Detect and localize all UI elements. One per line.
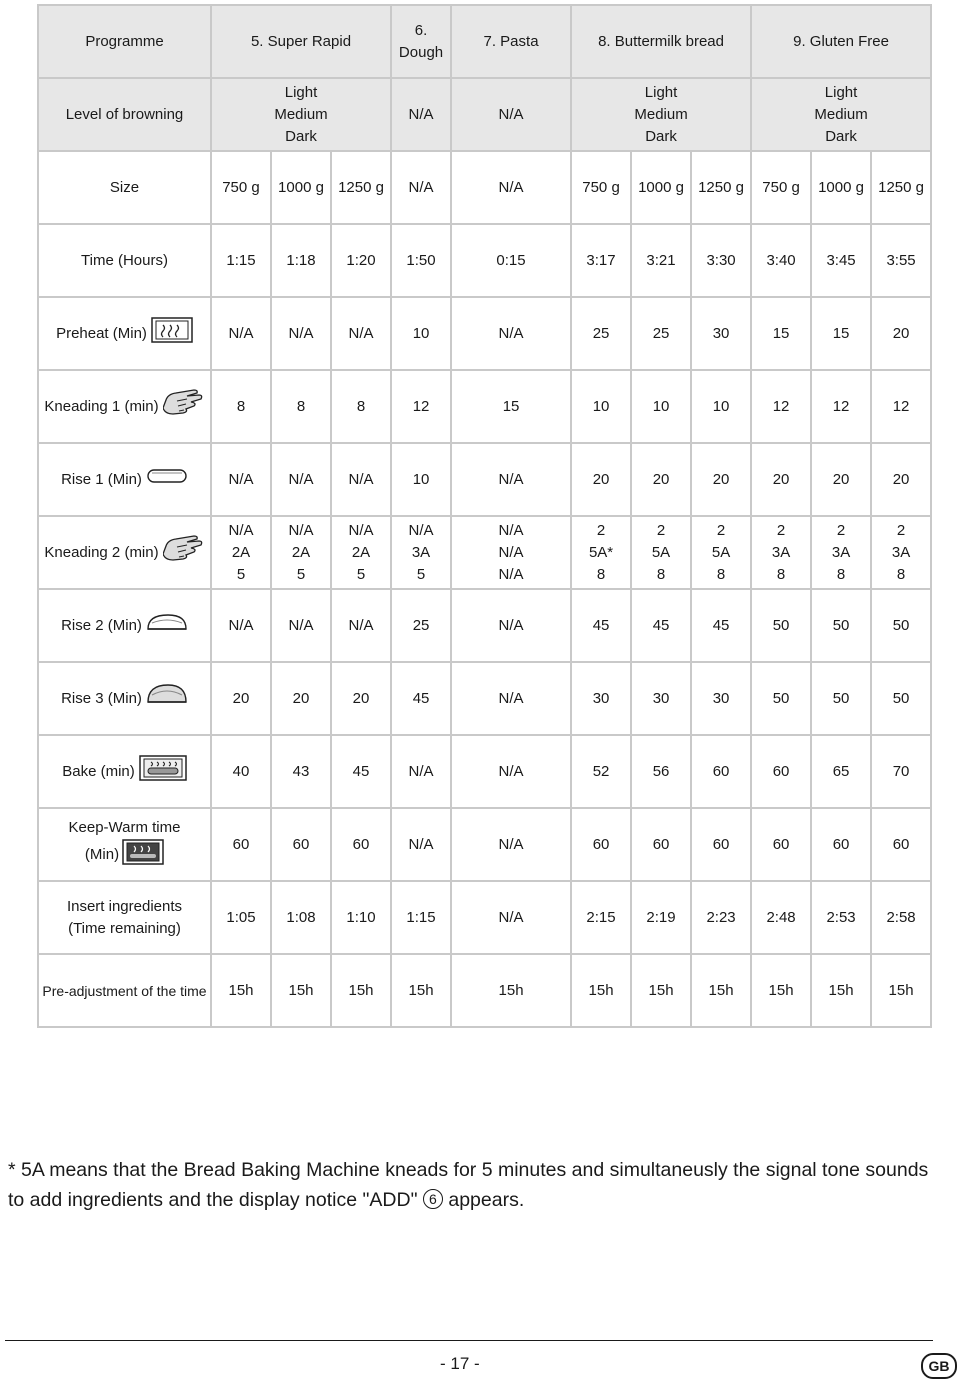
table-cell: 2:53 xyxy=(811,881,871,954)
table-cell: 1:18 xyxy=(271,224,331,297)
table-row xyxy=(38,735,931,808)
table-cell: 1:15 xyxy=(391,881,451,954)
cell-line: 5 xyxy=(236,565,246,583)
table-cell: 1:10 xyxy=(331,881,391,954)
row-label xyxy=(38,297,211,370)
table-row xyxy=(38,662,931,735)
browning-option: Light xyxy=(644,83,678,101)
table-cell: 15h xyxy=(871,954,931,1027)
table-row xyxy=(38,954,931,1027)
table-row xyxy=(38,443,931,516)
table-cell: 10 xyxy=(391,297,451,370)
row-label-text: Size xyxy=(109,178,140,196)
cell-line: 8 xyxy=(716,565,726,583)
table-cell: 1250 g xyxy=(331,151,391,224)
kneading-hand-icon xyxy=(163,388,205,425)
table-cell-pasta: N/A xyxy=(451,735,571,808)
table-cell: 20 xyxy=(331,662,391,735)
cell-line: 5 xyxy=(296,565,306,583)
footer-divider xyxy=(5,1340,933,1341)
table-cell xyxy=(691,516,751,589)
row-label-text: Rise 2 (Min) xyxy=(61,616,142,634)
table-cell: N/A xyxy=(211,443,271,516)
table-cell: 60 xyxy=(871,808,931,881)
table-cell xyxy=(571,516,631,589)
browning-option: Light xyxy=(824,83,858,101)
row-label-wrap xyxy=(56,317,193,350)
browning-buttermilk xyxy=(571,78,751,151)
browning-super-rapid xyxy=(211,78,391,151)
cell-line: 5A xyxy=(651,543,671,561)
row-label-wrap xyxy=(61,611,188,640)
table-cell: 15h xyxy=(391,954,451,1027)
row-label xyxy=(38,808,211,881)
table-cell: 20 xyxy=(271,662,331,735)
table-cell: 1:08 xyxy=(271,881,331,954)
row-label-line: Keep-Warm time xyxy=(68,819,181,836)
table-cell: 43 xyxy=(271,735,331,808)
table-cell: N/A xyxy=(211,297,271,370)
table-cell-pasta: N/A xyxy=(451,589,571,662)
cell-line: 8 xyxy=(656,565,666,583)
table-cell: 12 xyxy=(391,370,451,443)
table-cell: 1250 g xyxy=(871,151,931,224)
row-label-wrap xyxy=(44,388,204,425)
language-badge: GB xyxy=(921,1353,957,1379)
programme-buttermilk-bread: 8. Buttermilk bread xyxy=(571,5,751,78)
table-cell: 3:30 xyxy=(691,224,751,297)
cell-line: 3A xyxy=(831,543,851,561)
programme-super-rapid: 5. Super Rapid xyxy=(211,5,391,78)
row-label xyxy=(38,735,211,808)
table-cell: 45 xyxy=(571,589,631,662)
table-cell xyxy=(871,516,931,589)
cell-line: 2A xyxy=(231,543,251,561)
table-cell: 30 xyxy=(631,662,691,735)
table-cell: 20 xyxy=(571,443,631,516)
table-cell: 2:58 xyxy=(871,881,931,954)
table-cell: 2:19 xyxy=(631,881,691,954)
row-label xyxy=(38,151,211,224)
row-label-text: Kneading 1 (min) xyxy=(44,397,159,415)
table-cell: 60 xyxy=(271,808,331,881)
table-cell: 20 xyxy=(631,443,691,516)
table-cell: 8 xyxy=(271,370,331,443)
table-cell xyxy=(331,516,391,589)
table-cell: 20 xyxy=(751,443,811,516)
table-cell: 25 xyxy=(571,297,631,370)
browning-pasta: N/A xyxy=(451,78,571,151)
table-cell: 30 xyxy=(691,662,751,735)
cell-line: 8 xyxy=(596,565,606,583)
row-label-wrap xyxy=(69,817,181,872)
footnote xyxy=(8,1155,938,1215)
cell-line: 5A* xyxy=(588,543,614,561)
row-label xyxy=(38,370,211,443)
row-label-stack xyxy=(67,896,182,940)
programme-pasta: 7. Pasta xyxy=(451,5,571,78)
row-label-line: Insert ingredients xyxy=(66,897,183,915)
table-cell xyxy=(271,516,331,589)
table-cell: 25 xyxy=(631,297,691,370)
table-cell-pasta: N/A xyxy=(451,443,571,516)
table-cell: 45 xyxy=(691,589,751,662)
table-cell: 60 xyxy=(691,735,751,808)
browning-label: Level of browning xyxy=(38,78,211,151)
table-cell: 60 xyxy=(751,735,811,808)
table-cell: 8 xyxy=(211,370,271,443)
cell-line: 8 xyxy=(776,565,786,583)
cell-line: 3A xyxy=(411,543,431,561)
table-cell xyxy=(811,516,871,589)
row-label-wrap xyxy=(110,177,139,199)
page-number: - 17 - xyxy=(440,1354,480,1373)
table-cell: 15h xyxy=(571,954,631,1027)
table-cell-pasta: N/A xyxy=(451,881,571,954)
table-cell: 60 xyxy=(631,808,691,881)
cell-line: 8 xyxy=(836,565,846,583)
table-cell xyxy=(751,516,811,589)
table-cell: 65 xyxy=(811,735,871,808)
table-row xyxy=(38,589,931,662)
row-label-wrap xyxy=(62,755,187,788)
table-cell: 50 xyxy=(871,662,931,735)
rise-3-dough-icon xyxy=(146,683,188,714)
cell-line: 5 xyxy=(416,565,426,583)
cell-line: 2 xyxy=(836,521,846,539)
table-cell: 3:40 xyxy=(751,224,811,297)
cell-line: 2 xyxy=(596,521,606,539)
browning-row xyxy=(38,78,931,151)
row-label xyxy=(38,881,211,954)
table-cell: N/A xyxy=(271,589,331,662)
table-cell-pasta xyxy=(451,516,571,589)
cell-line: N/A xyxy=(498,565,524,583)
table-cell: 45 xyxy=(631,589,691,662)
table-cell: N/A xyxy=(271,443,331,516)
table-cell: 750 g xyxy=(571,151,631,224)
table-row xyxy=(38,881,931,954)
table-cell-pasta: N/A xyxy=(451,808,571,881)
table-cell: 750 g xyxy=(211,151,271,224)
cell-line: 3A xyxy=(771,543,791,561)
table-cell: 750 g xyxy=(751,151,811,224)
footnote-text: * 5A means that the Bread Baking Machine kneads for 5 minutes and simultaneusly the signal tone sounds to add ingredients and the display notice "ADD" xyxy=(8,1159,929,1211)
browning-option: Dark xyxy=(285,127,317,145)
keep-warm-icon xyxy=(122,839,164,872)
table-cell: 2:48 xyxy=(751,881,811,954)
cell-line: 2 xyxy=(716,521,726,539)
row-label-text: Bake (min) xyxy=(62,762,135,780)
table-cell: 50 xyxy=(811,662,871,735)
cell-line: 2 xyxy=(656,521,666,539)
table-cell: 15 xyxy=(751,297,811,370)
table-cell: 40 xyxy=(211,735,271,808)
cell-line: 3A xyxy=(891,543,911,561)
row-label-wrap xyxy=(81,250,168,272)
table-cell: 20 xyxy=(811,443,871,516)
table-cell: 15 xyxy=(811,297,871,370)
table-cell xyxy=(631,516,691,589)
rise-1-dough-icon xyxy=(146,466,188,493)
table-cell: 10 xyxy=(691,370,751,443)
row-label xyxy=(38,589,211,662)
table-cell-pasta: 0:15 xyxy=(451,224,571,297)
table-row xyxy=(38,808,931,881)
table-cell: N/A xyxy=(331,443,391,516)
table-cell: 15h xyxy=(811,954,871,1027)
cell-line: 5A xyxy=(711,543,731,561)
table-cell: 12 xyxy=(811,370,871,443)
rise-2-dough-icon xyxy=(146,611,188,640)
table-cell: 1000 g xyxy=(271,151,331,224)
table-cell: N/A xyxy=(331,297,391,370)
programme-header-row xyxy=(38,5,931,78)
table-cell: 1000 g xyxy=(811,151,871,224)
table-cell: 25 xyxy=(391,589,451,662)
row-label xyxy=(38,443,211,516)
table-cell: 10 xyxy=(571,370,631,443)
row-label xyxy=(38,224,211,297)
table-cell: 1:50 xyxy=(391,224,451,297)
table-cell: 15h xyxy=(331,954,391,1027)
programme-label: Programme xyxy=(38,5,211,78)
table-cell: 20 xyxy=(871,297,931,370)
row-label-text: Pre-adjustment of the time xyxy=(42,982,207,999)
table-cell: 15h xyxy=(631,954,691,1027)
table-cell: 20 xyxy=(211,662,271,735)
table-cell: 60 xyxy=(331,808,391,881)
table-cell: 12 xyxy=(871,370,931,443)
table-cell xyxy=(211,516,271,589)
table-cell: 45 xyxy=(391,662,451,735)
row-label-wrap xyxy=(42,980,206,1002)
table-cell: 3:17 xyxy=(571,224,631,297)
bake-icon xyxy=(139,755,187,788)
cell-line: 2 xyxy=(896,521,906,539)
footnote-text-end: appears. xyxy=(448,1189,525,1211)
table-cell xyxy=(391,516,451,589)
table-row xyxy=(38,370,931,443)
circled-number-badge: 6 xyxy=(423,1189,443,1209)
browning-option: Dark xyxy=(645,127,677,145)
browning-gluten-free xyxy=(751,78,931,151)
cell-line: N/A xyxy=(498,521,524,539)
table-cell: 12 xyxy=(751,370,811,443)
table-cell: 52 xyxy=(571,735,631,808)
row-label-text: Time (Hours) xyxy=(81,251,168,269)
table-cell: 45 xyxy=(331,735,391,808)
cell-line: 2A xyxy=(351,543,371,561)
row-label-text: Preheat (Min) xyxy=(56,324,147,342)
kneading-hand-icon xyxy=(163,534,205,571)
table-cell: 50 xyxy=(871,589,931,662)
table-cell-pasta: N/A xyxy=(451,151,571,224)
table-cell: 10 xyxy=(631,370,691,443)
table-cell: 60 xyxy=(571,808,631,881)
table-cell: 3:55 xyxy=(871,224,931,297)
row-label-line: (Time remaining) xyxy=(68,919,181,937)
cell-line: N/A xyxy=(228,521,254,539)
cell-line: 5 xyxy=(356,565,366,583)
table-cell-pasta: N/A xyxy=(451,297,571,370)
browning-dough: N/A xyxy=(391,78,451,151)
row-label-wrap xyxy=(61,466,188,493)
table-cell: 60 xyxy=(211,808,271,881)
table-cell: 60 xyxy=(811,808,871,881)
table-cell: N/A xyxy=(391,735,451,808)
table-cell: 60 xyxy=(691,808,751,881)
table-cell: 30 xyxy=(571,662,631,735)
programme-gluten-free: 9. Gluten Free xyxy=(751,5,931,78)
table-cell-pasta: 15 xyxy=(451,370,571,443)
browning-option: Light xyxy=(284,83,318,101)
browning-option: Medium xyxy=(814,105,868,123)
table-cell: 2:23 xyxy=(691,881,751,954)
cell-line: 8 xyxy=(896,565,906,583)
cell-line: N/A xyxy=(288,521,314,539)
cell-line: N/A xyxy=(408,521,434,539)
browning-option: Dark xyxy=(825,127,857,145)
row-label-text: Kneading 2 (min) xyxy=(44,543,159,561)
row-label-wrap xyxy=(61,683,188,714)
table-cell: 3:21 xyxy=(631,224,691,297)
table-cell: N/A xyxy=(271,297,331,370)
row-label xyxy=(38,516,211,589)
row-label-text: Rise 3 (Min) xyxy=(61,689,142,707)
table-cell: 15h xyxy=(271,954,331,1027)
table-cell: 20 xyxy=(871,443,931,516)
row-label-stack xyxy=(69,817,181,872)
row-label xyxy=(38,662,211,735)
table-cell: 8 xyxy=(331,370,391,443)
cell-line: N/A xyxy=(498,543,524,561)
row-label xyxy=(38,954,211,1027)
table-cell: N/A xyxy=(211,589,271,662)
table-cell-pasta: N/A xyxy=(451,662,571,735)
row-label-wrap xyxy=(44,534,204,571)
cell-line: 2A xyxy=(291,543,311,561)
table-cell: N/A xyxy=(331,589,391,662)
table-row xyxy=(38,224,931,297)
table-row xyxy=(38,297,931,370)
table-cell: 70 xyxy=(871,735,931,808)
table-cell: 1:05 xyxy=(211,881,271,954)
table-cell: 15h xyxy=(211,954,271,1027)
browning-option: Medium xyxy=(634,105,688,123)
table-cell: 20 xyxy=(691,443,751,516)
cell-line: 2 xyxy=(776,521,786,539)
table-cell: 15h xyxy=(751,954,811,1027)
table-cell: 50 xyxy=(751,589,811,662)
table-cell: N/A xyxy=(391,808,451,881)
table-cell: 15h xyxy=(691,954,751,1027)
preheat-icon xyxy=(151,317,193,350)
row-label-text: Rise 1 (Min) xyxy=(61,470,142,488)
table-cell: 1000 g xyxy=(631,151,691,224)
table-cell: 60 xyxy=(751,808,811,881)
programme-table xyxy=(37,4,932,1028)
table-cell: 2:15 xyxy=(571,881,631,954)
table-cell: 30 xyxy=(691,297,751,370)
table-cell: N/A xyxy=(391,151,451,224)
table-cell: 10 xyxy=(391,443,451,516)
browning-option: Medium xyxy=(274,105,328,123)
table-cell-pasta: 15h xyxy=(451,954,571,1027)
cell-line: N/A xyxy=(348,521,374,539)
table-row xyxy=(38,516,931,589)
table-row xyxy=(38,151,931,224)
row-label-line: (Min) xyxy=(84,846,120,864)
table-cell: 1:20 xyxy=(331,224,391,297)
table-cell: 50 xyxy=(751,662,811,735)
table-cell: 1:15 xyxy=(211,224,271,297)
table-cell: 3:45 xyxy=(811,224,871,297)
table-cell: 1250 g xyxy=(691,151,751,224)
row-label-wrap xyxy=(67,896,182,940)
table-cell: 56 xyxy=(631,735,691,808)
table-cell: 50 xyxy=(811,589,871,662)
programme-dough: 6. Dough xyxy=(391,5,451,78)
